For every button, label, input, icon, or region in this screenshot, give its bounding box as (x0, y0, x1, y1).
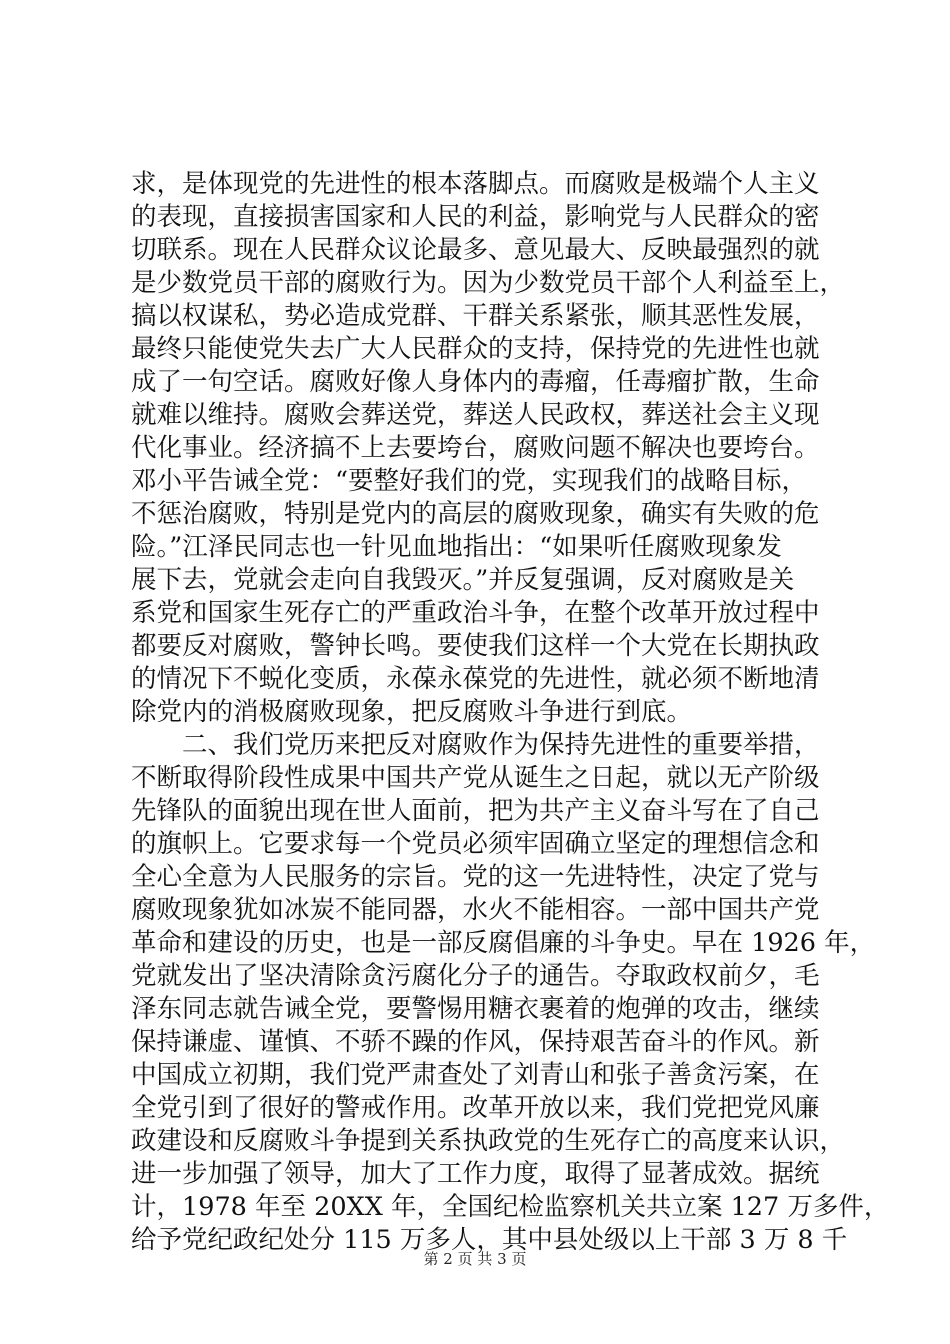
text-line: 就难以维持。腐败会葬送党，葬送人民政权，葬送社会主义现 (131, 400, 820, 430)
text-line: 的表现，直接损害国家和人民的利益，影响党与人民群众的密 (131, 202, 820, 232)
text-line: 先锋队的面貌出现在世人面前，把为共产主义奋斗写在了自己 (131, 796, 820, 826)
text-line: 代化事业。经济搞不上去要垮台，腐败问题不解决也要垮台。 (131, 433, 820, 463)
text-line: 进一步加强了领导，加大了工作力度，取得了显著成效。据统 (131, 1159, 820, 1189)
text-line: 革命和建设的历史，也是一部反腐倡廉的斗争史。早在 1926 年， (131, 928, 876, 958)
section-heading-line: 二、我们党历来把反对腐败作为保持先进性的重要举措， (131, 730, 820, 760)
text-line: 最终只能使党失去广大人民群众的支持，保持党的先进性也就 (131, 334, 820, 364)
text-line: 求，是体现党的先进性的根本落脚点。而腐败是极端个人主义 (131, 169, 820, 199)
text-line: 不惩治腐败，特别是党内的高层的腐败现象，确实有失败的危 (131, 499, 820, 529)
text-line: 全心全意为人民服务的宗旨。党的这一先进特性，决定了党与 (131, 862, 820, 892)
text-line: 泽东同志就告诫全党，要警惕用糖衣裹着的炮弹的攻击，继续 (131, 994, 820, 1024)
text-line: 成了一句空话。腐败好像人身体内的毒瘤，任毒瘤扩散，生命 (131, 367, 820, 397)
text-line: 都要反对腐败，警钟长鸣。要使我们这样一个大党在长期执政 (131, 631, 820, 661)
page-footer: 第 2 页 共 3 页 (423, 1250, 527, 1268)
text-line: 中国成立初期，我们党严肃查处了刘青山和张子善贪污案，在 (131, 1060, 820, 1090)
text-line: 腐败现象犹如冰炭不能同器，水火不能相容。一部中国共产党 (131, 895, 820, 925)
text-line: 给予党纪政纪处分 115 万多人，其中县处级以上干部 3 万 8 千 (131, 1225, 848, 1255)
text-line: 搞以权谋私，势必造成党群、干群关系紧张，顺其恶性发展， (131, 301, 820, 331)
text-line: 的情况下不蜕化变质，永葆永葆党的先进性，就必须不断地清 (131, 664, 820, 694)
text-line: 的旗帜上。它要求每一个党员必须牢固确立坚定的理想信念和 (131, 829, 820, 859)
text-line: 保持谦虚、谨慎、不骄不躁的作风，保持艰苦奋斗的作风。新 (131, 1027, 820, 1057)
text-line: 政建设和反腐败斗争提到关系执政党的生死存亡的高度来认识， (131, 1126, 846, 1156)
text-line: 是少数党员干部的腐败行为。因为少数党员干部个人利益至上， (131, 268, 846, 298)
text-line: 计，1978 年至 20XX 年，全国纪检监察机关共立案 127 万多件， (131, 1192, 890, 1222)
document-body (131, 168, 890, 1257)
text-line: 切联系。现在人民群众议论最多、意见最大、反映最强烈的就 (131, 235, 820, 265)
text-line: 系党和国家生死存亡的严重政治斗争，在整个改革开放过程中 (131, 598, 820, 628)
text-line: 全党引到了很好的警戒作用。改革开放以来，我们党把党风廉 (131, 1093, 820, 1123)
text-line: 党就发出了坚决清除贪污腐化分子的通告。夺取政权前夕，毛 (131, 961, 820, 991)
text-line: 除党内的消极腐败现象，把反腐败斗争进行到底。 (131, 697, 693, 727)
text-line: 展下去，党就会走向自我毁灭。”并反复强调，反对腐败是关 (131, 565, 795, 595)
text-line: 险。”江泽民同志也一针见血地指出：“如果听任腐败现象发 (131, 532, 782, 562)
text-line: 不断取得阶段性成果中国共产党从诞生之日起，就以无产阶级 (131, 763, 820, 793)
text-line: 邓小平告诫全党：“要整好我们的党，实现我们的战略目标， (131, 466, 808, 496)
